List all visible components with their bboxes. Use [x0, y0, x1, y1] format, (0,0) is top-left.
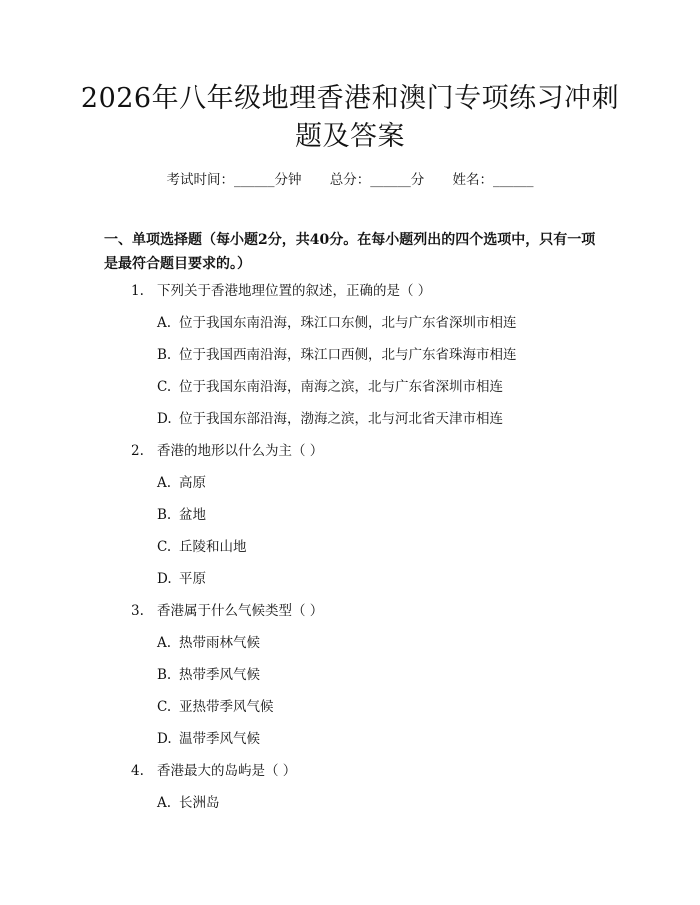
- option-letter: A.: [157, 635, 172, 651]
- option-text: 丘陵和山地: [179, 539, 247, 555]
- option-letter: B.: [157, 667, 172, 683]
- exam-title-line-2: 题及答案: [295, 121, 405, 152]
- exam-title: [60, 80, 640, 156]
- option-letter: D.: [157, 731, 172, 747]
- question-1-option-d: [157, 409, 617, 429]
- option-text: 盆地: [179, 507, 206, 523]
- exam-score-field: 总分：______分: [329, 172, 425, 188]
- question-number: 1.: [131, 283, 144, 299]
- question-1-option-a: [157, 313, 617, 333]
- question-text: 香港最大的岛屿是（ ）: [157, 763, 297, 779]
- option-letter: D.: [157, 411, 172, 427]
- question-text: 香港的地形以什么为主（ ）: [157, 443, 324, 459]
- option-text: 平原: [179, 571, 206, 587]
- option-letter: B.: [157, 347, 172, 363]
- option-letter: A.: [157, 795, 172, 811]
- option-text: 位于我国西南沿海，珠江口西侧，北与广东省珠海市相连: [179, 347, 517, 363]
- question-3-option-a: [157, 633, 617, 653]
- option-text: 位于我国东南沿海，珠江口东侧，北与广东省深圳市相连: [179, 315, 517, 331]
- option-letter: D.: [157, 571, 172, 587]
- question-2-option-d: [157, 569, 617, 589]
- option-text: 位于我国东南沿海，南海之滨，北与广东省深圳市相连: [179, 379, 503, 395]
- question-text: 香港属于什么气候类型（ ）: [157, 603, 324, 619]
- question-4: [131, 761, 591, 781]
- exam-meta: [0, 168, 700, 188]
- option-letter: C.: [157, 539, 172, 555]
- exam-name-field: 姓名：______: [452, 172, 534, 188]
- question-3: [131, 601, 591, 621]
- option-letter: A.: [157, 475, 172, 491]
- option-letter: C.: [157, 379, 172, 395]
- question-number: 3.: [131, 603, 144, 619]
- option-text: 高原: [179, 475, 206, 491]
- question-1-option-c: [157, 377, 617, 397]
- question-text: 下列关于香港地理位置的叙述，正确的是（ ）: [157, 283, 432, 299]
- option-text: 热带季风气候: [179, 667, 260, 683]
- option-text: 长洲岛: [179, 795, 220, 811]
- question-2-option-b: [157, 505, 617, 525]
- option-text: 温带季风气候: [179, 731, 260, 747]
- question-3-option-c: [157, 697, 617, 717]
- exam-title-line-1: 2026年八年级地理香港和澳门专项练习冲刺: [80, 83, 620, 114]
- question-1-option-b: [157, 345, 617, 365]
- question-3-option-d: [157, 729, 617, 749]
- question-4-option-a: [157, 793, 617, 813]
- question-number: 2.: [131, 443, 144, 459]
- option-text: 亚热带季风气候: [179, 699, 274, 715]
- question-2: [131, 441, 591, 461]
- option-text: 位于我国东部沿海，渤海之滨，北与河北省天津市相连: [179, 411, 503, 427]
- exam-time-field: 考试时间：______分钟: [166, 172, 302, 188]
- option-letter: C.: [157, 699, 172, 715]
- option-letter: A.: [157, 315, 172, 331]
- question-1: [131, 281, 591, 301]
- section-heading-single-choice: 一、单项选择题（每小题2分，共40分。在每小题列出的四个选项中，只有一项是最符合题目要求的。）: [104, 232, 596, 272]
- question-2-option-a: [157, 473, 617, 493]
- option-letter: B.: [157, 507, 172, 523]
- option-text: 热带雨林气候: [179, 635, 260, 651]
- question-number: 4.: [131, 763, 144, 779]
- question-2-option-c: [157, 537, 617, 557]
- question-3-option-b: [157, 665, 617, 685]
